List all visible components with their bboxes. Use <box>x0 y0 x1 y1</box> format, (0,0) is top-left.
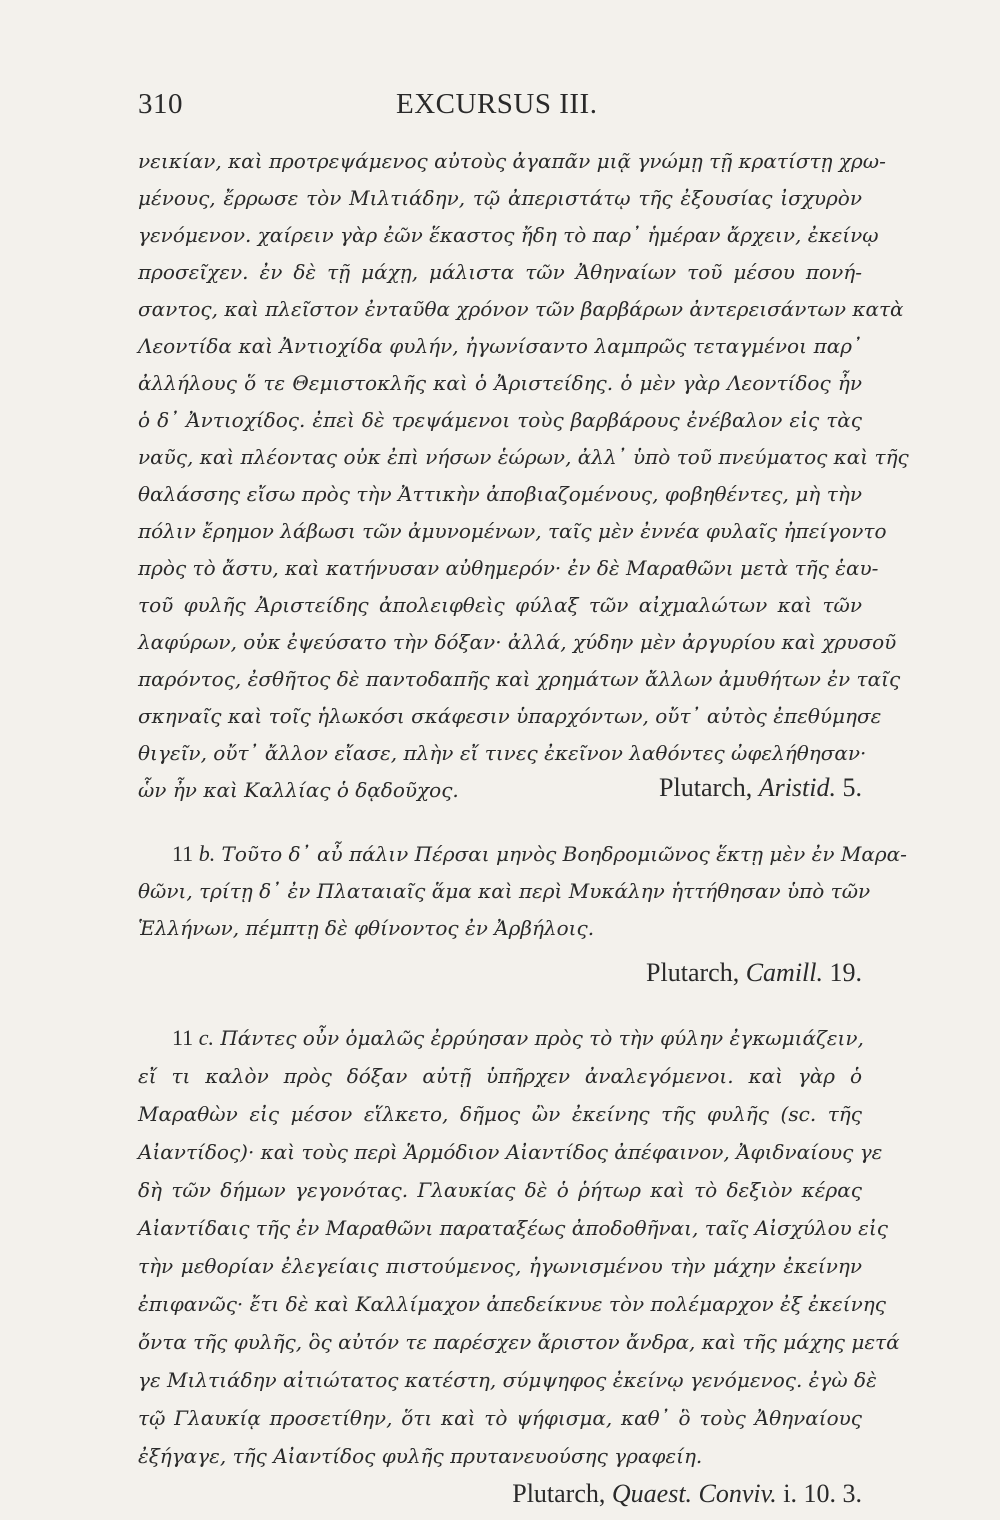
text-line: σκηναῖς καὶ τοῖς ἡλωκόσι σκάφεσιν ὑπαρχόντων, οὔτ᾽ αὐτὸς ἐπεθύμησε <box>138 704 882 728</box>
text-line: Αἰαντίδος)· καὶ τοὺς περὶ Ἁρμόδιον Αἰαντίδος ἀπέφαινον, Ἀφιδναίους γε <box>138 1140 883 1164</box>
citation-aristides <box>659 772 862 804</box>
text-line: πρὸς τὸ ἄστυ, καὶ κατήνυσαν αὐθημερόν· ἐν δὲ Μαραθῶνι μετὰ τῆς ἑαυ- <box>138 556 879 580</box>
text-line: τῷ Γλαυκίᾳ προσετίθην, ὅτι καὶ τὸ ψήφισμα, καθ᾽ ὃ τοὺς Ἀθηναίους <box>138 1406 862 1430</box>
text-line: εἴ τι καλὸν πρὸς δόξαν αὐτῇ ὑπῆρχεν ἀναλεγόμενοι. καὶ γὰρ ὁ <box>138 1064 862 1088</box>
text-line: τοῦ φυλῆς Ἀριστείδης ἀπολειφθεὶς φύλαξ τῶν αἰχμαλώτων καὶ τῶν <box>138 593 862 617</box>
running-title: EXCURSUS III. <box>396 88 598 120</box>
section-label <box>172 1025 214 1050</box>
text-line: σαντος, καὶ πλεῖστον ἐνταῦθα χρόνον τῶν βαρβάρων ἀντερεισάντων κατὰ <box>138 297 904 321</box>
text-line: δὴ τῶν δήμων γεγονότας. Γλαυκίας δὲ ὁ ῥήτωρ καὶ τὸ δεξιὸν κέρας <box>138 1178 862 1202</box>
citation-author: Plutarch, <box>512 1479 612 1508</box>
text-line-labelled <box>172 1024 862 1052</box>
section-letter: c. <box>198 1025 214 1050</box>
text-line: μένους, ἔρρωσε τὸν Μιλτιάδην, τῷ ἀπεριστάτῳ τῆς ἐξουσίας ἰσχυρὸν <box>138 186 862 210</box>
text-line: Αἰαντίδαις τῆς ἐν Μαραθῶνι παραταξέως ἀποδοθῆναι, ταῖς Αἰσχύλου εἰς <box>138 1216 888 1240</box>
text-line: ἐξήγαγε, τῆς Αἰαντίδος φυλῆς πρυτανευούσης γραφείη. <box>138 1444 703 1468</box>
text-line: παρόντος, ἐσθῆτος δὲ παντοδαπῆς καὶ χρημάτων ἄλλων ἀμυθήτων ἐν ταῖς <box>138 667 901 691</box>
citation-author: Plutarch, <box>646 958 746 987</box>
citation-quaest-conviv <box>512 1478 862 1510</box>
text-line: ἀλλήλους ὅ τε Θεμιστοκλῆς καὶ ὁ Ἀριστείδης. ὁ μὲν γὰρ Λεοντίδος ἦν <box>138 371 862 395</box>
text-line: γε Μιλτιάδην αἰτιώτατος κατέστη, σύμψηφος ἐκείνῳ γενόμενος. ἐγὼ δὲ <box>138 1368 877 1392</box>
text-line: τὴν μεθορίαν ἐλεγείαις πιστούμενος, ἠγωνισμένου τὴν μάχην ἐκείνην <box>138 1254 862 1278</box>
citation-work: Camill. <box>745 958 823 987</box>
section-letter: b. <box>198 841 216 866</box>
text-line: προσεῖχεν. ἐν δὲ τῇ μάχῃ, μάλιστα τῶν Ἀθηναίων τοῦ μέσου πονή- <box>138 260 862 284</box>
text-line: Λεοντίδα καὶ Ἀντιοχίδα φυλήν, ἠγωνίσαντο λαμπρῶς τεταγμένοι παρ᾽ <box>138 334 862 358</box>
section-label <box>172 841 215 866</box>
citation-author: Plutarch, <box>659 773 759 802</box>
text-segment: Πάντες οὖν ὁμαλῶς ἐρρύησαν πρὸς τὸ τὴν φύλην ἐγκωμιάζειν, <box>220 1026 864 1050</box>
text-line: θιγεῖν, οὔτ᾽ ἄλλον εἴασε, πλὴν εἴ τινες ἐκεῖνον λαθόντες ὠφελήθησαν· <box>138 741 867 765</box>
section-number: 11 <box>172 841 194 866</box>
citation-work: Aristid. <box>758 773 836 802</box>
text-line: λαφύρων, οὐκ ἐψεύσατο τὴν δόξαν· ἀλλά, χύδην μὲν ἀργυρίου καὶ χρυσοῦ <box>138 630 897 654</box>
section-number: 11 <box>172 1025 194 1050</box>
text-line-labelled <box>172 840 907 868</box>
text-line: ναῦς, καὶ πλέοντας οὐκ ἐπὶ νήσων ἑώρων, ἀλλ᾽ ὑπὸ τοῦ πνεύματος καὶ τῆς <box>138 445 909 469</box>
text-line: νεικίαν, καὶ προτρεψάμενος αὐτοὺς ἀγαπᾶν μιᾷ γνώμῃ τῇ κρατίστῃ χρω- <box>138 149 886 173</box>
citation-ref: 19. <box>823 958 862 987</box>
text-segment: Τοῦτο δ᾽ αὖ πάλιν Πέρσαι μηνὸς Βοηδρομιῶνος ἕκτῃ μὲν ἐν Μαρα- <box>221 842 907 866</box>
text-line: θῶνι, τρίτῃ δ᾽ ἐν Πλαταιαῖς ἅμα καὶ περὶ Μυκάλην ἡττήθησαν ὑπὸ τῶν <box>138 879 871 903</box>
citation-ref: 5. <box>836 773 862 802</box>
text-line: θαλάσσης εἴσω πρὸς τὴν Ἀττικὴν ἀποβιαζομένους, φοβηθέντες, μὴ τὴν <box>138 482 862 506</box>
text-line: πόλιν ἔρημον λάβωσι τῶν ἀμυνομένων, ταῖς μὲν ἐννέα φυλαῖς ἠπείγοντο <box>138 519 887 543</box>
text-line: ὧν ἦν καὶ Καλλίας ὁ δᾳδοῦχος. <box>138 778 459 802</box>
text-line: ἐπιφανῶς· ἔτι δὲ καὶ Καλλίμαχον ἀπεδείκνυε τὸν πολέμαρχον ἐξ ἐκείνης <box>138 1292 886 1316</box>
citation-ref: i. 10. 3. <box>776 1479 862 1508</box>
running-head <box>138 88 862 128</box>
text-line: Ἑλλήνων, πέμπτῃ δὲ φθίνοντος ἐν Ἀρβήλοις. <box>138 916 595 940</box>
text-line: γενόμενον. χαίρειν γὰρ ἐῶν ἕκαστος ἤδη τὸ παρ᾽ ἡμέραν ἄρχειν, ἐκείνῳ <box>138 223 879 247</box>
text-line: ὄντα τῆς φυλῆς, ὃς αὐτόν τε παρέσχεν ἄριστον ἄνδρα, καὶ τῆς μάχης μετά <box>138 1330 900 1354</box>
text-line: ὁ δ᾽ Ἀντιοχίδος. ἐπεὶ δὲ τρεψάμενοι τοὺς βαρβάρους ἐνέβαλον εἰς τὰς <box>138 408 862 432</box>
text-line: Μαραθὼν εἰς μέσον εἵλκετο, δῆμος ὢν ἐκείνης τῆς φυλῆς (sc. τῆς <box>138 1102 862 1126</box>
page-number: 310 <box>138 88 183 120</box>
citation-camillus <box>646 957 862 989</box>
citation-work: Quaest. Conviv. <box>611 1479 777 1508</box>
